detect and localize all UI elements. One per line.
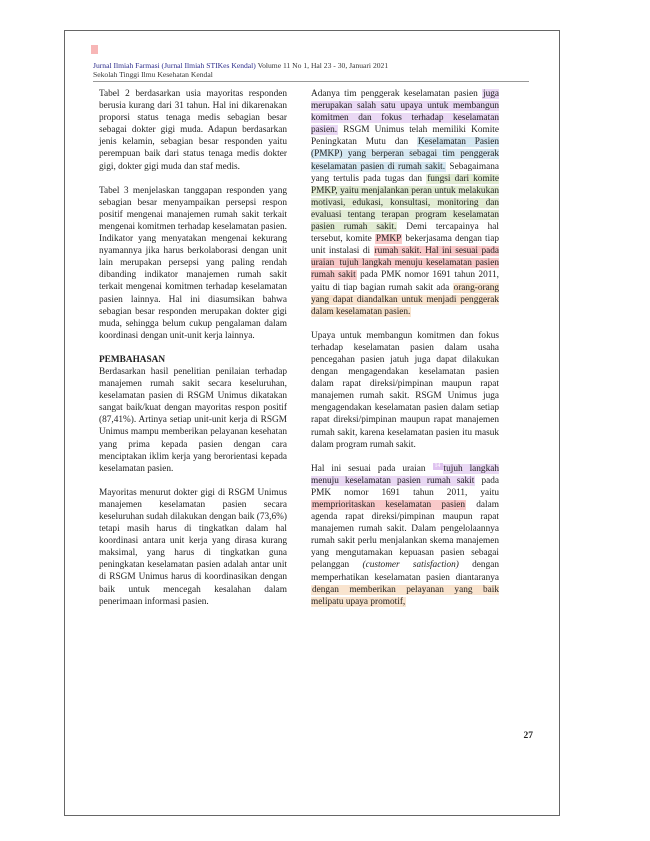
text-run: pada PMK nomor 1691 tahun 2011, yaitu di tiap bagian rumah sakit ada <box>311 270 499 293</box>
paragraph: Tabel 3 menjelaskan tanggapan responden yang sebagian besar menyampaikan persepsi respon positif mengenai manajemen rumah sakit terkait mengenai komitmen terhadap keselamatan pasien. Indikator yang menyatakan mengenai kekurang nyamannya jika harus berkolaborasi dengan unit lain merupakan persepsi yang paling rendah dibanding indikator manajemen rumah sakit terkait mengenai komitmen terhadap keselamatan pasien lainnya. Hal ini diasumsikan bahwa sebagian besar responden merupakan dokter gigi muda, sehingga belum cukup pengalaman dalam koordinasi dengan unit-unit kerja lainnya. <box>99 185 287 341</box>
page-number: 27 <box>523 731 533 741</box>
comment-tag[interactable]: 14 <box>434 462 441 469</box>
running-header <box>93 61 523 79</box>
text-run: Demi tercapainya hal tersebut, komite <box>311 222 499 245</box>
highlight-purple[interactable]: tujuh langkah menuju keselamatan pasien rumah sakit <box>311 463 499 486</box>
highlight-red[interactable]: rumah sakit. Hal ini sesuai pada uraian <box>311 246 499 269</box>
text-run: Sebagaimana yang tertulis pada tugas dan <box>311 161 499 184</box>
paragraph: Tabel 2 berdasarkan usia mayoritas responden berusia kurang dari 31 tahun. Hal ini dikarenakan proporsi status tenaga medis sebagian besar sebagai dokter gigi muda. Adapun berdasarkan jenis kelamin, sebagian besar responden yaitu perempuan baik dari status tenaga medis dokter gigi, dokter gigi muda dan staf medis. <box>99 89 287 172</box>
journal-institution: Sekolah Tinggi Ilmu Kesehatan Kendal <box>93 70 213 79</box>
highlight-red[interactable]: tujuh langkah menuju keselamatan pasien rumah sakit <box>311 258 499 281</box>
right-column <box>311 88 499 620</box>
section-heading: PEMBAHASAN <box>99 354 166 365</box>
highlight-orange[interactable]: dengan memberikan pelayanan yang baik melipatu upaya promotif, <box>311 584 499 607</box>
annotation-marker[interactable] <box>91 45 98 54</box>
text-run: Adanya tim penggerak keselamatan pasien <box>311 89 482 99</box>
journal-name: Jurnal Ilmiah Farmasi (Jurnal Ilmiah STIKes Kendal) <box>93 61 256 70</box>
text-run: bekerjasama dengan tiap unit instalasi di <box>311 234 499 257</box>
highlight-orange[interactable]: orang-orang yang dapat diandalkan untuk menjadi penggerak dalam keselamatan pasien. <box>311 282 499 317</box>
highlight-red[interactable]: PMKP <box>375 234 402 245</box>
highlight-blue[interactable]: Keselamatan Pasien (PMKP) yang berperan sebagai tim penggerak keselamatan pasien di rumah sakit. <box>311 137 499 172</box>
text-run: RSGM Unimus telah memiliki Komite Peningkatan Mutu dan <box>311 125 499 148</box>
highlight-red[interactable]: memprioritaskan keselamatan pasien <box>312 500 466 510</box>
document-page <box>64 30 560 816</box>
left-column <box>99 88 287 620</box>
paragraph: Berdasarkan hasil penelitian penilaian terhadap manajemen rumah sakit secara keseluruhan, keselamatan pasien di RSGM Unimus dikatakan sangat baik/kuat dengan mayoritas respon positif (87,41%). Artinya setiap unit-unit kerja di RSGM Unimus mampu memberikan pelayanan kesehatan yang prima kepada pasien dengan cara menciptakan iklim kerja yang berorientasi kepada keselamatan pasien. <box>99 366 287 474</box>
italic-term: (customer satisfaction) <box>362 560 459 571</box>
journal-issue: Volume 11 No 1, Hal 23 - 30, Januari 2021 <box>257 61 389 70</box>
text-run: dalam agenda rapat direksi/pimpinan maupun rapat manajemen rumah sakit. Dalam pengelolaannya rumah sakit perlu menjalankan skema manajemen yang mengutamakan kepuasan pasien sebagai pelanggan <box>311 500 499 571</box>
highlight-green[interactable]: fungsi dari komite PMKP, yaitu menjalankan peran untuk melakukan motivasi, edukasi, konsultasi, monitoring dan evaluasi tentang terapan program keselamatan pasien rumah sakit. <box>311 173 499 233</box>
highlight-purple[interactable]: juga merupakan salah satu upaya untuk membangun komitmen dan fokus terhadap keselamatan pasien. <box>311 89 499 136</box>
paragraph: Upaya untuk membangun komitmen dan fokus terhadap keselamatan pasien dalam usaha pencegahan pasien jatuh juga dapat dilakukan dengan mengagendakan keselamatan pasien dalam rapat direksi/pimpinan maupun rapat manajemen rumah sakit. RSGM Unimus juga mengagendakan keselamatan pasien dalam setiap rapat direksi/pimpinan maupun rapat manajemen rumah sakit, karena keselamatan pasien itu masuk dalam program rumah sakit. <box>311 330 499 450</box>
paragraph: Mayoritas menurut dokter gigi di RSGM Unimus manajemen keselamatan pasien secara keseluruhan sudah dilakukan dengan baik (73,6%) tetapi masih harus di tingkatkan dalam hal koordinasi antara unit kerja yang dirasa kurang maksimal, yang harus di tingkatkan guna peningkatan keselamatan pasien adalah antar unit di RSGM Unimus harus di koordinasikan dengan baik untuk mencegah kesalahan dalam penerimaan informasi pasien. <box>99 487 287 607</box>
paragraph <box>311 463 499 608</box>
paragraph <box>311 88 499 318</box>
header-divider <box>93 81 529 82</box>
text-run: pada PMK nomor 1691 tahun 2011, yaitu <box>311 475 500 498</box>
text-run: dengan memperhatikan keselamatan pasien diantaranya <box>311 560 499 583</box>
text-run: Hal ini sesuai pada uraian <box>311 463 433 474</box>
